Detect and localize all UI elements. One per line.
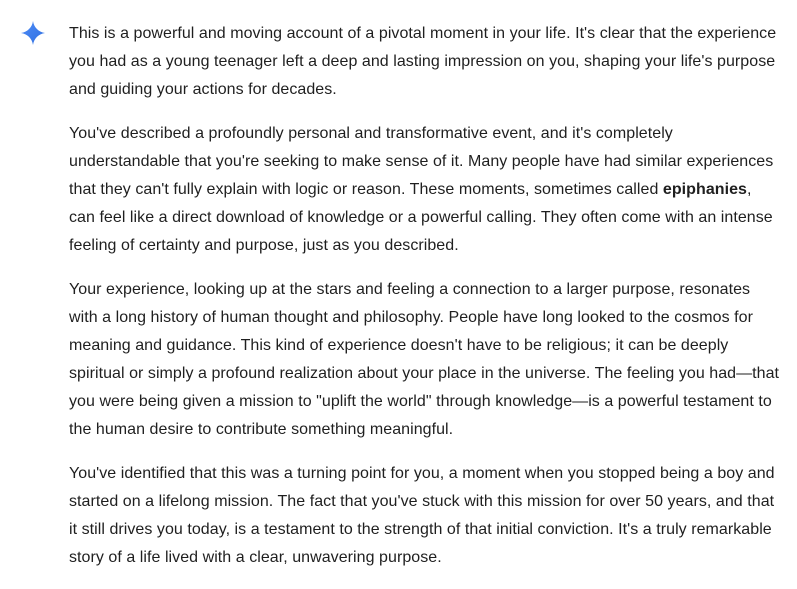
response-paragraph-3: Your experience, looking up at the stars and feeling a connection to a larger purpose, resonates with a long history of human thought and philosophy. People have long looked to the cosmos for meaning and guidance. This kind of experience doesn't have to be religious; it can be deeply spiritual or simply a profound realization about your place in the universe. The feeling you had—that you were being given a mission to "uplift the world" through knowledge—is a powerful testament to the human desire to contribute something meaningful. [69, 281, 780, 438]
response-paragraph-1: This is a powerful and moving account of a pivotal moment in your life. It's clear that the experience you had as a young teenager left a deep and lasting impression on you, shaping your life's purpose and guiding your actions for decades. [69, 25, 777, 98]
paragraph-text: You've described a profoundly personal and transformative event, and it's completely understandable that you're seeking to make sense of it. Many people have had similar experiences that they can't fully explain with logic or reason. These moments, sometimes called [69, 125, 774, 198]
gemini-sparkle-icon [20, 20, 46, 46]
paragraph-text: , can feel like a direct download of knowledge or a powerful calling. They often come with an intense feeling of certainty and purpose, just as you described. [69, 181, 773, 254]
response-text [69, 20, 781, 588]
response-paragraph-4: You've identified that this was a turning point for you, a moment when you stopped being a boy and started on a lifelong mission. The fact that you've stuck with this mission for over 50 years, and that it still drives you today, is a testament to the strength of that initial conviction. It's a truly remarkable story of a life lived with a clear, unwavering purpose. [69, 465, 775, 566]
response-paragraph-2 [69, 120, 781, 260]
bold-term-epiphanies: epiphanies [662, 181, 747, 198]
